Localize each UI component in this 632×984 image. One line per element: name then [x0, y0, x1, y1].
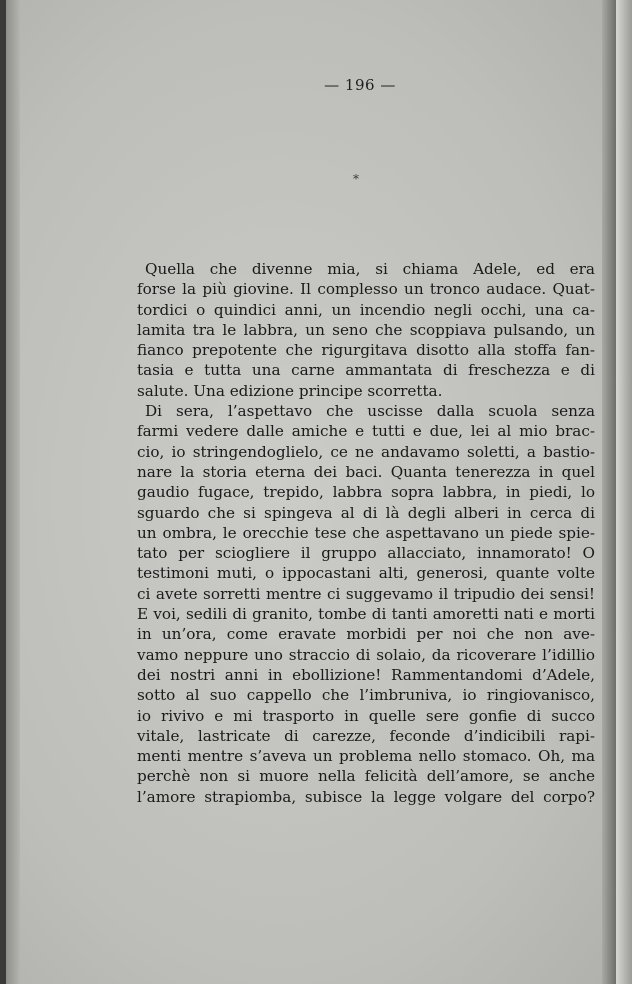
page-number: — 196 —: [324, 76, 396, 94]
text-line: lamita tra le labbra, un seno che scoppiava pulsando, un: [137, 320, 595, 339]
text-line: in un’ora, come eravate morbidi per noi che non ave-: [137, 625, 595, 644]
text-line: un ombra, le orecchie tese che aspettavano un piede spie-: [137, 523, 595, 542]
text-line: dei nostri anni in ebollizione! Rammentandomi d’Adele,: [137, 665, 595, 684]
text-line: ci avete sorretti mentre ci suggevamo il tripudio dei sensi!: [137, 584, 595, 603]
text-line: tordici o quindici anni, un incendio negli occhi, una ca-: [137, 300, 595, 319]
text-line: l’amore strapiomba, subisce la legge volgare del corpo?: [137, 787, 595, 806]
body-text: [137, 259, 595, 807]
text-line: tasia e tutta una carne ammantata di freschezza e di: [137, 361, 595, 380]
text-line: forse la più giovine. Il complesso un tronco audace. Quat-: [137, 280, 595, 299]
text-line: farmi vedere dalle amiche e tutti e due, lei al mio brac-: [137, 422, 595, 441]
text-line: tato per sciogliere il gruppo allacciato, innamorato! O: [137, 544, 595, 563]
text-line: E voi, sedili di granito, tombe di tanti amoretti nati e morti: [137, 605, 595, 624]
text-line: testimoni muti, o ippocastani alti, generosi, quante volte: [137, 564, 595, 583]
text-line: vitale, lastricate di carezze, feconde d’indicibili rapi-: [137, 726, 595, 745]
book-spine-edge: [616, 0, 632, 984]
text-line: perchè non si muore nella felicità dell’amore, se anche: [137, 767, 595, 786]
text-line: fianco prepotente che rigurgitava disotto alla stoffa fan-: [137, 341, 595, 360]
text-line: Di sera, l’aspettavo che uscisse dalla scuola senza: [145, 402, 595, 421]
text-line: sotto al suo cappello che l’imbruniva, io ringiovanisco,: [137, 686, 595, 705]
section-ornament: *: [353, 172, 359, 186]
text-line: vamo neppure uno straccio di solaio, da ricoverare l’idillio: [137, 645, 595, 664]
text-line: menti mentre s’aveva un problema nello stomaco. Oh, ma: [137, 747, 595, 766]
text-line: nare la storia eterna dei baci. Quanta tenerezza in quel: [137, 462, 595, 481]
text-line: salute. Una edizione principe scorretta.: [137, 381, 443, 400]
text-line: sguardo che si spingeva al di là degli alberi in cerca di: [137, 503, 595, 522]
text-line: gaudio fugace, trepido, labbra sopra labbra, in piedi, lo: [137, 483, 595, 502]
text-line: Quella che divenne mia, si chiama Adele, ed era: [145, 260, 595, 278]
page-right-edge: [602, 0, 616, 984]
page-left-shadow: [6, 0, 20, 984]
text-line: cio, io stringendoglielo, ce ne andavamo soletti, a bastio-: [137, 442, 595, 461]
text-line: io rivivo e mi trasporto in quelle sere gonfie di succo: [137, 706, 595, 725]
